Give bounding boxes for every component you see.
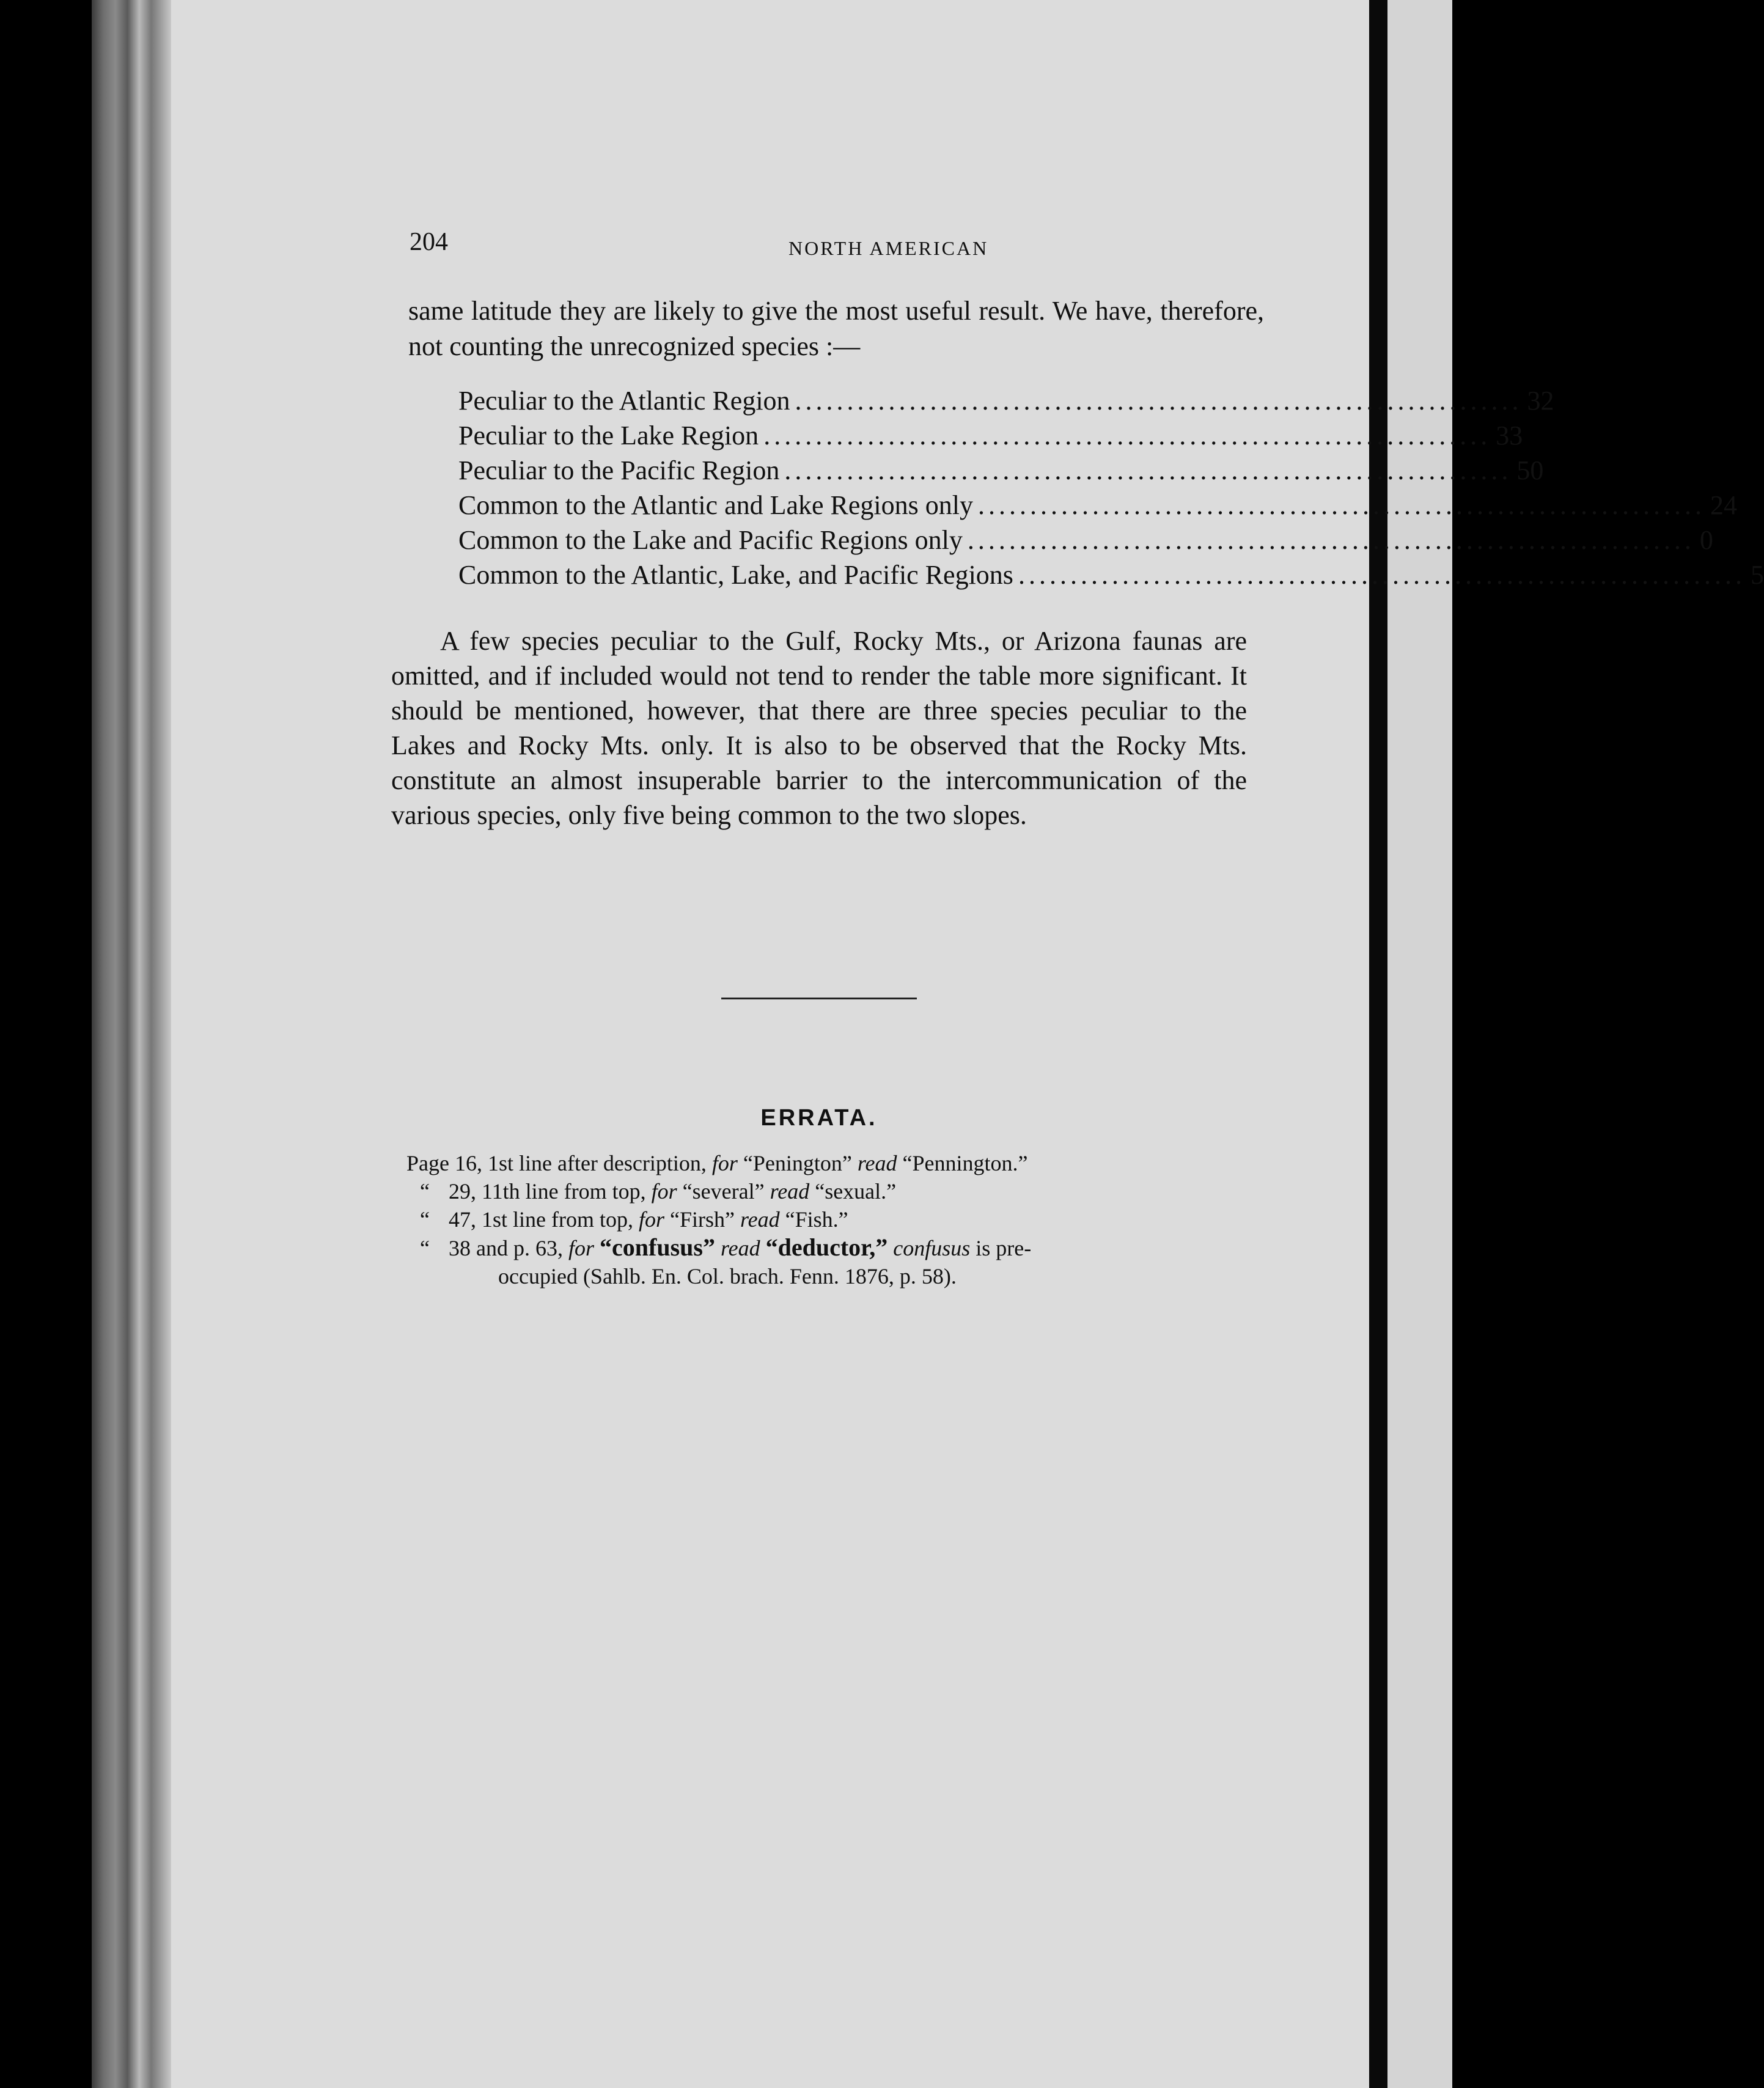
errata-lead: 38 and p. 63,: [449, 1236, 563, 1260]
book-spine-edge: [92, 0, 171, 2088]
row-label: Common to the Atlantic and Lake Regions only: [458, 490, 973, 520]
page-gutter-shadow: [1369, 0, 1387, 2088]
row-value: 24: [1710, 490, 1737, 520]
errata-for: for: [711, 1151, 738, 1175]
dot-leader: ......................................................................: [763, 421, 1491, 450]
dot-leader: ......................................................................: [795, 386, 1523, 416]
ditto-mark: “: [420, 1207, 430, 1232]
errata-item: [406, 1149, 1232, 1177]
row-label: Peculiar to the Pacific Region: [458, 455, 780, 485]
errata-heading: ERRATA.: [760, 1105, 878, 1131]
errata-wrong: “confusus”: [600, 1233, 715, 1261]
table-row: [458, 455, 1544, 490]
table-row: [458, 490, 1737, 524]
ditto-mark: “: [420, 1179, 430, 1204]
dot-leader: ......................................................................: [967, 525, 1695, 555]
ditto-mark: “: [420, 1236, 430, 1260]
table-row: [458, 420, 1523, 455]
table-row: [458, 524, 1713, 559]
errata-for: for: [638, 1207, 664, 1232]
errata-read: read: [720, 1236, 760, 1260]
errata-lead: 29, 11th line from top,: [449, 1179, 646, 1204]
errata-right: “Fish.”: [785, 1207, 848, 1232]
row-label: Common to the Lake and Pacific Regions only: [458, 525, 963, 555]
errata-lead: Page 16, 1st line after description,: [406, 1151, 707, 1175]
section-divider: [721, 998, 917, 999]
errata-item: [406, 1177, 1232, 1205]
errata-lead: 47, 1st line from top,: [449, 1207, 633, 1232]
table-row: [458, 385, 1554, 420]
errata-read: read: [857, 1151, 897, 1175]
row-value: 50: [1516, 455, 1544, 485]
row-label: Peculiar to the Atlantic Region: [458, 386, 790, 416]
errata-read: read: [770, 1179, 810, 1204]
page-number: 204: [410, 228, 448, 256]
errata-note: is pre-: [976, 1236, 1032, 1260]
facing-page-edge: [1387, 0, 1452, 2088]
errata-for: for: [568, 1236, 594, 1260]
body-paragraph: A few species peculiar to the Gulf, Rocky Mts., or Arizona faunas are omitted, and if included would not tend to render the table more significant. It should be mentioned, however, that there are three species peculiar to the Lakes and Rocky Mts. only. It is also to be observed that the Rocky Mts. constitute an almost insuperable barrier to the intercommunication of the various species, only five being common to the two slopes.: [391, 626, 1247, 830]
intro-text: same latitude they are likely to give the most useful result. We have, therefore, not counting the unrecognized species :—: [408, 296, 1264, 361]
errata-continuation: occupied (Sahlb. En. Col. brach. Fenn. 1876, p. 58).: [498, 1264, 957, 1288]
row-value: 5: [1750, 560, 1764, 590]
errata-right: “deductor,”: [765, 1233, 888, 1261]
dot-leader: ......................................................................: [978, 490, 1705, 520]
row-value: 33: [1496, 421, 1523, 450]
page-header: [238, 227, 1241, 264]
errata-item: [406, 1205, 1232, 1233]
errata-wrong: “several”: [682, 1179, 765, 1204]
row-label: Common to the Atlantic, Lake, and Pacific Regions: [458, 560, 1013, 590]
table-row: [458, 559, 1764, 594]
errata-right: “Pennington.”: [902, 1151, 1028, 1175]
errata-read: read: [740, 1207, 780, 1232]
dot-leader: ......................................................................: [784, 455, 1512, 485]
row-value: 0: [1699, 525, 1713, 555]
errata-wrong: “Firsh”: [670, 1207, 735, 1232]
species-table: [458, 385, 1764, 594]
errata-note-italic: confusus: [893, 1236, 971, 1260]
errata-for: for: [651, 1179, 677, 1204]
row-label: Peculiar to the Lake Region: [458, 421, 759, 450]
row-value: 32: [1527, 386, 1554, 416]
dot-leader: ......................................................................: [1018, 560, 1746, 590]
errata-right: “sexual.”: [815, 1179, 897, 1204]
running-head: NORTH AMERICAN: [788, 237, 989, 259]
errata-list: [406, 1149, 1232, 1290]
errata-item: [406, 1233, 1232, 1262]
errata-wrong: “Penington”: [743, 1151, 852, 1175]
